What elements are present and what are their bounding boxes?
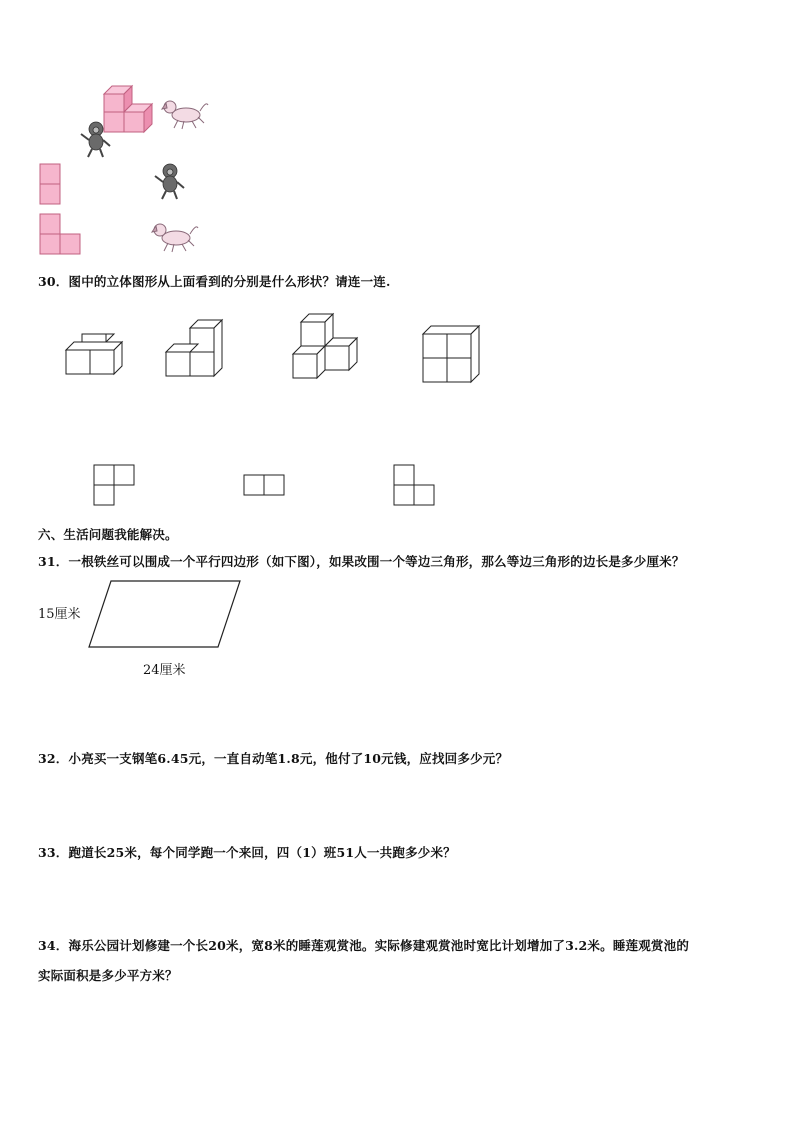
parallelogram-figure — [88, 580, 242, 650]
solid-figure-1 — [64, 332, 126, 378]
solid-figure-4 — [421, 324, 485, 386]
solid-figure-2 — [164, 318, 226, 380]
front-view-two-squares — [39, 163, 63, 205]
question-31-text: 31．一根铁丝可以围成一个平行四边形（如下图），如果改围一个等边三角形，那么等边三角形的边长是多少厘米？ — [38, 554, 685, 569]
section-6-heading: 六、生活问题我能解决。 — [38, 527, 178, 542]
solid-figure-3 — [291, 312, 363, 382]
monkey-icon-2 — [152, 162, 188, 202]
top-view-option-2 — [243, 474, 287, 498]
top-view-option-3 — [393, 464, 437, 508]
side-view-l-squares — [39, 213, 83, 255]
question-30-text: 30．图中的立体图形从上面看到的分别是什么形状？请连一连. — [38, 274, 391, 289]
question-33-text: 33．跑道长25米，每个同学跑一个来回，四（1）班51人一共跑多少米？ — [38, 845, 456, 860]
question-34-line-2: 实际面积是多少平方米？ — [38, 968, 178, 983]
monkey-icon — [78, 120, 114, 160]
question-32-text: 32．小亮买一支钢笔6.45元，一直自动笔1.8元，他付了10元钱，应找回多少元？ — [38, 751, 509, 766]
question-34-line-1: 34．海乐公园计划修建一个长20米，宽8米的睡莲观赏池。实际修建观赏池时宽比计划增加了3.2米。睡莲观赏池的 — [38, 938, 690, 953]
top-view-option-1 — [93, 464, 137, 508]
parallelogram-base-label: 24厘米 — [143, 663, 186, 678]
dog-icon — [160, 95, 210, 131]
dog-icon-2 — [150, 218, 200, 254]
parallelogram-side-label: 15厘米 — [38, 607, 81, 622]
